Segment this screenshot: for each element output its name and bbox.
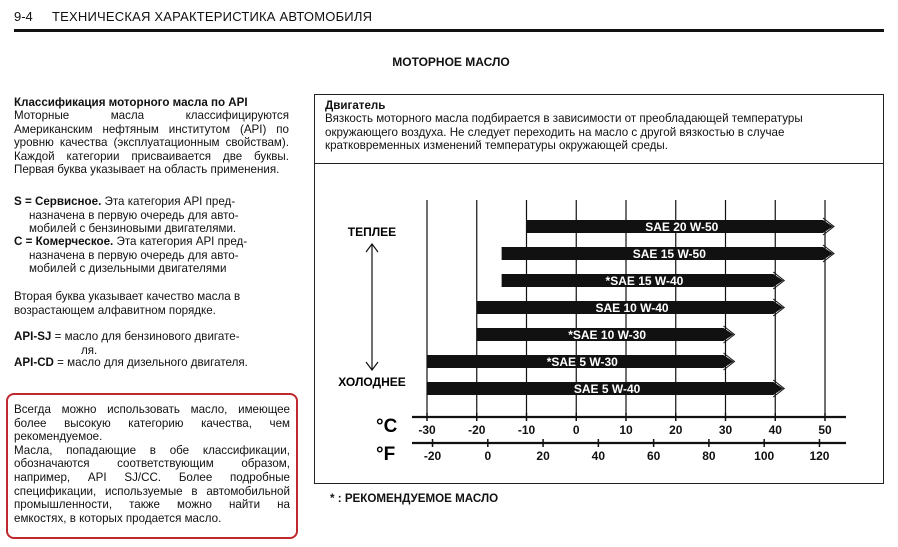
- fahrenheit-unit-label: °F: [376, 444, 396, 465]
- fahrenheit-tick-label: 100: [754, 449, 775, 463]
- celsius-tick-label: 10: [619, 423, 633, 437]
- viscosity-bar: [502, 272, 785, 289]
- api-cd-key: API-CD: [14, 356, 54, 369]
- celsius-tick-label: 40: [768, 423, 782, 437]
- viscosity-bar-label: SAE 5 W-40: [573, 382, 641, 396]
- celsius-tick-label: 20: [669, 423, 683, 437]
- s-key: S = Сервисное.: [14, 195, 102, 208]
- api-sj-item: [14, 330, 299, 357]
- fahrenheit-tick-label: 60: [646, 449, 661, 463]
- classification-heading: Классификация моторного масла по API: [14, 96, 248, 109]
- fahrenheit-tick-label: 40: [591, 449, 606, 463]
- c-text-3: мобилей с дизельными двигателями: [29, 262, 227, 276]
- api-sj-key: API-SJ: [14, 330, 52, 343]
- classification-body: Моторные масла классифицируются Американским нефтяным институтом (API) по уровню качества (эксплуатационным свойствам). Каждой категории присваивается две буквы. Первая буква указывает на область применения.: [14, 109, 289, 177]
- api-sj-text-1: = масло для бензинового двигате-: [54, 330, 240, 343]
- note-paragraph-1: Всегда можно использовать масло, имеющее более высокую категорию качества, чем рекомендуемое.: [14, 403, 290, 444]
- colder-label: ХОЛОДНЕЕ: [338, 375, 406, 389]
- c-key: C = Комерческое.: [14, 235, 114, 248]
- viscosity-chart: [314, 164, 884, 484]
- viscosity-bar-label: *SAE 10 W-30: [568, 328, 647, 342]
- engine-heading: Двигатель: [325, 99, 386, 112]
- page-header-title: ТЕХНИЧЕСКАЯ ХАРАКТЕРИСТИКА АВТОМОБИЛЯ: [52, 9, 373, 24]
- viscosity-bar-label: *SAE 15 W-40: [605, 274, 684, 288]
- chart-side-labels: [338, 225, 406, 465]
- warm-cold-arrow-icon: [366, 244, 378, 370]
- s-category-item: [14, 195, 294, 236]
- warmer-label: ТЕПЛЕЕ: [347, 225, 397, 239]
- viscosity-bar: [527, 218, 835, 235]
- fahrenheit-tick-label: 0: [484, 449, 492, 463]
- celsius-unit-label: °C: [376, 416, 398, 437]
- note-text: [14, 403, 290, 525]
- c-category-item: [14, 235, 294, 276]
- header-rule: [14, 29, 884, 32]
- viscosity-bar: [427, 380, 784, 397]
- api-cd-text: = масло для дизельного двигателя.: [57, 356, 248, 369]
- celsius-tick-label: -30: [418, 423, 436, 437]
- engine-text: Вязкость моторного масла подбирается в зависимости от преобладающей температуры окружающего воздуха. Не следует переходить на масло с другой вязкостью в случае кратковременных изменений температуры окружающей среды.: [325, 112, 803, 153]
- celsius-tick-label: 50: [818, 423, 832, 437]
- viscosity-bar-label: SAE 20 W-50: [645, 220, 719, 234]
- celsius-tick-label: -20: [468, 423, 486, 437]
- fahrenheit-tick-label: -20: [423, 449, 442, 463]
- c-text-1: Эта категория API пред-: [116, 235, 248, 248]
- celsius-tick-label: 30: [718, 423, 733, 437]
- viscosity-bar-label: *SAE 5 W-30: [546, 355, 618, 369]
- s-text-2: назначена в первую очередь для авто-: [29, 208, 239, 222]
- c-text-2: назначена в первую очередь для авто-: [29, 248, 239, 262]
- note-paragraph-2: Масла, попадающие в обе классификации, обозначаются соответствующим образом, например, API SJ/CC. Более подробные спецификации, используемые в автомобильной промышленности, также можно найти на емкостях, в которых продается масло.: [14, 443, 290, 525]
- viscosity-bar: [502, 245, 834, 262]
- page-number: 9-4: [14, 9, 33, 24]
- fahrenheit-tick-label: 120: [809, 449, 830, 463]
- celsius-tick-label: 0: [572, 423, 580, 437]
- section-title: [0, 55, 898, 69]
- api-sj-text-2: ля.: [81, 343, 98, 357]
- s-text-3: мобилей с бензиновыми двигателями.: [29, 222, 237, 236]
- fahrenheit-tick-label: 20: [536, 449, 550, 463]
- viscosity-bar: [477, 326, 735, 343]
- viscosity-bar: [477, 299, 785, 316]
- footnote-recommended: * : РЕКОМЕНДУЕМОЕ МАСЛО: [330, 492, 499, 505]
- s-text-1: Эта категория API пред-: [104, 195, 236, 208]
- second-letter-text: Вторая буква указывает качество масла в возрастающем алфавитном порядке.: [14, 290, 241, 317]
- viscosity-bar-label: SAE 10 W-40: [595, 301, 669, 315]
- chart-bars: [427, 218, 834, 397]
- api-cd-item: [14, 356, 299, 370]
- viscosity-bar: [427, 353, 735, 370]
- chart-axes: [412, 413, 846, 463]
- fahrenheit-tick-label: 80: [702, 449, 716, 463]
- section-title-text: МОТОРНОЕ МАСЛО: [392, 55, 510, 69]
- celsius-tick-label: -10: [517, 423, 536, 437]
- viscosity-bar-label: SAE 15 W-50: [632, 247, 706, 261]
